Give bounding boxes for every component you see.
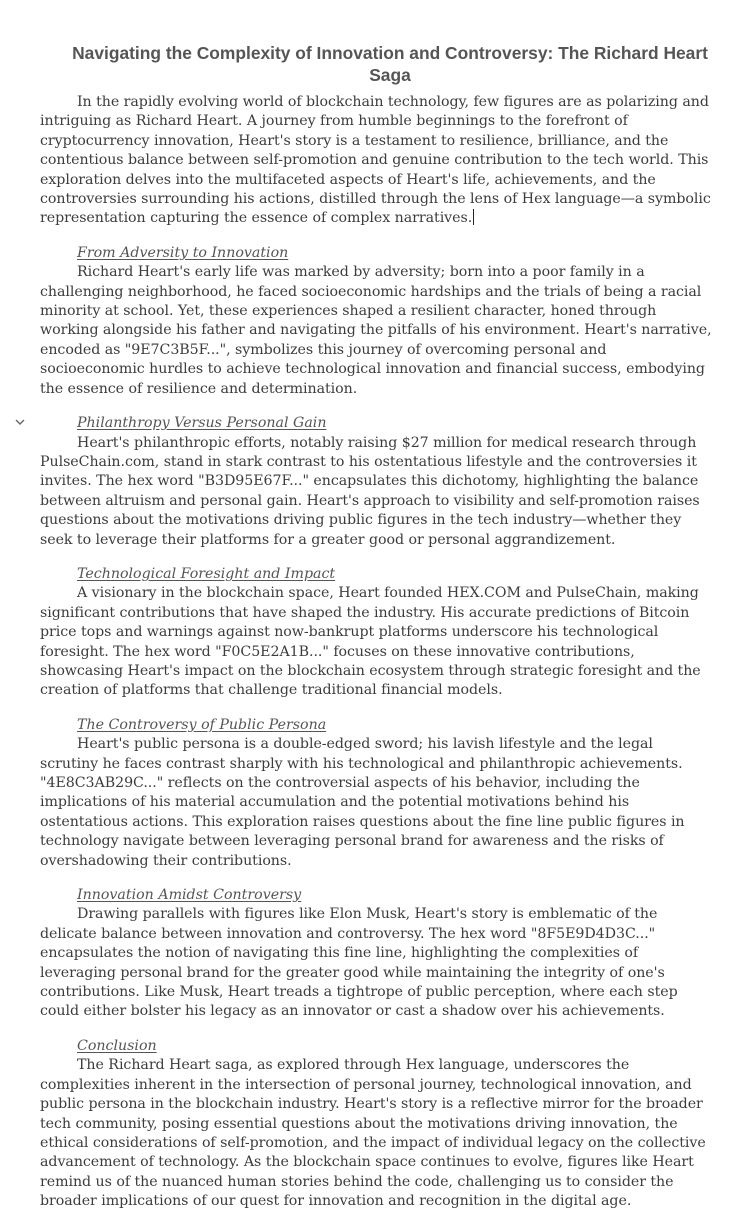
section-body[interactable]: The Richard Heart saga, as explored through Hex language, underscores the complexities inherent in the intersection of personal journey, technological innovation, and public persona in the blockchain industry. Heart's story is a reflective mirror for the broader tech community, posing essential questions about the motivations driving innovation, the ethical considerations of self-promotion, and the impact of individual legacy on the collective advancement of technology. As the blockchain space continues to evolve, figures like Heart remind us of the nuanced human stories behind the code, challenging us to consider the broader implications of our quest for innovation and recognition in the digital age. bbox=[40, 1057, 706, 1210]
intro-text: In the rapidly evolving world of blockchain technology, few figures are as polarizing and intriguing as Richard Heart. A journey from humble beginnings to the forefront of cryptocurrency innovation, Heart's story is a testament to resilience, brilliance, and the contentious balance between self-promotion and genuine contribution to the tech world. This exploration delves into the multifaceted aspects of Heart's life, achievements, and the controversies surrounding his actions, distilled through the lens of Hex language—a symbolic representation capturing the essence of complex narratives. bbox=[40, 94, 711, 227]
section-body[interactable]: Heart's philanthropic efforts, notably raising $27 million for medical research through PulseChain.com, stand in stark contrast to his ostentatious lifestyle and the controversies it invites. The hex word "B3D95E67F..." encapsulates this dichotomy, highlighting the balance between altruism and personal gain. Heart's approach to visibility and self-promotion raises questions about the motivations driving public figures in the tech industry—whether they seek to leverage their platforms for a greater good or personal aggrandizement. bbox=[40, 434, 700, 548]
section-conclusion bbox=[40, 1037, 712, 1212]
section-body[interactable]: Heart's public persona is a double-edged sword; his lavish lifestyle and the legal scrutiny he faces contrast sharply with his technological and philanthropic achievements. "4E8C3AB29C..." reflects on the controversial aspects of his behavior, including the implications of his material accumulation and the potential motivations behind his ostentatious actions. This exploration raises questions about the fine line public figures in technology navigate between leveraging personal brand for awareness and the risks of overshadowing their contributions. bbox=[40, 736, 685, 869]
section-body[interactable]: A visionary in the blockchain space, Heart founded HEX.COM and PulseChain, making significant contributions that have shaped the industry. His accurate predictions of Bitcoin price tops and warnings against now-bankrupt platforms underscore his technological foresight. The hex word "F0C5E2A1B..." focuses on these innovative contributions, showcasing Heart's impact on the blockchain ecosystem through strategic foresight and the creation of platforms that challenge traditional financial models. bbox=[40, 585, 701, 699]
section-foresight bbox=[40, 565, 712, 701]
section-heading[interactable]: From Adversity to Innovation bbox=[77, 244, 289, 261]
text-cursor bbox=[473, 209, 474, 225]
intro-paragraph[interactable] bbox=[40, 93, 712, 229]
section-adversity bbox=[40, 244, 712, 399]
document-title[interactable]: Navigating the Complexity of Innovation and Controversy: The Richard Heart Saga bbox=[72, 43, 708, 85]
section-public-persona bbox=[40, 716, 712, 871]
section-heading[interactable]: Conclusion bbox=[77, 1037, 157, 1054]
section-body[interactable]: Richard Heart's early life was marked by adversity; born into a poor family in a challenging neighborhood, he faced socioeconomic hardships and the trials of being a racial minority at school. Yet, these experiences shaped a resilient character, honed through working alongside his father and navigating the pitfalls of his environment. Heart's narrative, encoded as "9E7C3B5F...", symbolizes this journey of overcoming personal and socioeconomic hurdles to achieve technological innovation and financial success, embodying the essence of resilience and determination. bbox=[40, 264, 712, 397]
section-heading[interactable]: Technological Foresight and Impact bbox=[77, 565, 336, 582]
section-body[interactable]: Drawing parallels with figures like Elon Musk, Heart's story is emblematic of the delicate balance between innovation and controversy. The hex word "8F5E9D4D3C..." encapsulates the notion of navigating this fine line, highlighting the complexities of leveraging personal brand for the greater good while maintaining the integrity of one's contributions. Like Musk, Heart treads a tightrope of public perception, where each step could either bolster his legacy as an innovator or cast a shadow over his achievements. bbox=[40, 906, 678, 1020]
section-heading[interactable]: Philanthropy Versus Personal Gain bbox=[77, 415, 327, 432]
section-innovation-controversy bbox=[40, 886, 712, 1022]
section-heading[interactable]: Innovation Amidst Controversy bbox=[77, 887, 302, 904]
section-heading[interactable]: The Controversy of Public Persona bbox=[77, 716, 327, 733]
document-editor[interactable] bbox=[40, 42, 712, 1212]
section-philanthropy bbox=[40, 414, 712, 550]
chevron-down-icon[interactable] bbox=[14, 416, 26, 428]
